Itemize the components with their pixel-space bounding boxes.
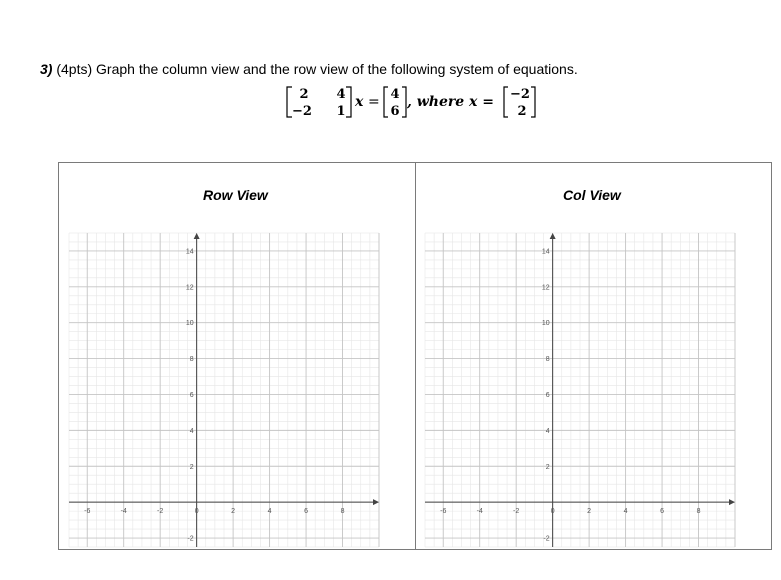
y-tick-label: 12 (185, 284, 194, 292)
xvec-x1: −2 (510, 87, 530, 102)
y-tick-label: 6 (189, 391, 194, 399)
x-tick-label: -4 (476, 508, 483, 516)
y-tick-label: -2 (187, 535, 194, 543)
tick-labels (440, 248, 700, 542)
x-tick-label: 8 (340, 508, 345, 516)
x-tick-label: 2 (587, 508, 592, 516)
y-tick-label: 6 (545, 391, 550, 399)
xvec-x2: 2 (517, 104, 527, 119)
x-tick-label: 6 (660, 508, 665, 516)
row-view-title: Row View (203, 187, 268, 203)
equals-sign: = (368, 94, 380, 110)
rhs-b2: 6 (390, 104, 400, 119)
where-text: , where x = (407, 94, 494, 110)
variable-x: x (355, 94, 364, 110)
y-tick-label: 12 (541, 284, 550, 292)
x-tick-label: -2 (157, 508, 164, 516)
tick-labels (84, 248, 344, 542)
rhs-right-bracket (402, 87, 406, 117)
col-view-title: Col View (563, 187, 621, 203)
y-tick-label: 8 (189, 356, 194, 364)
question-text: (4pts) Graph the column view and the row view of the following system of equations. (56, 61, 578, 77)
matrix-a22: 1 (336, 104, 346, 119)
y-axis-arrow-icon (550, 233, 556, 239)
y-tick-label: 4 (545, 427, 550, 435)
minor-gridlines (425, 233, 735, 547)
y-tick-label: 14 (541, 248, 550, 256)
x-tick-label: 4 (623, 508, 628, 516)
y-tick-label: 14 (185, 248, 194, 256)
x-tick-label: -2 (513, 508, 520, 516)
x-axis-arrow-icon (373, 499, 379, 505)
x-tick-label: 0 (550, 508, 555, 516)
x-tick-label: 2 (231, 508, 236, 516)
y-tick-label: 8 (545, 356, 550, 364)
xvec-left-bracket (504, 87, 508, 117)
rhs-left-bracket (384, 87, 388, 117)
x-tick-label: 0 (194, 508, 199, 516)
equation (0, 84, 781, 120)
y-tick-label: 2 (189, 463, 194, 471)
xvec-right-bracket (531, 87, 535, 117)
x-tick-label: -6 (84, 508, 91, 516)
matrix-a12: 4 (336, 87, 346, 102)
x-tick-label: -6 (440, 508, 447, 516)
minor-gridlines (69, 233, 379, 547)
x-tick-label: -4 (120, 508, 127, 516)
panel-divider (415, 163, 416, 549)
x-axis-arrow-icon (729, 499, 735, 505)
question-prompt (40, 61, 578, 77)
y-tick-label: 2 (545, 463, 550, 471)
x-tick-label: 8 (696, 508, 701, 516)
y-tick-label: 4 (189, 427, 194, 435)
y-axis-arrow-icon (194, 233, 200, 239)
matrix-a11: 2 (299, 87, 309, 102)
y-tick-label: 10 (185, 320, 194, 328)
y-tick-label: 10 (541, 320, 550, 328)
col-view-graph[interactable] (421, 223, 741, 549)
x-tick-label: 4 (267, 508, 272, 516)
rhs-b1: 4 (390, 87, 400, 102)
matrix-a21: −2 (292, 104, 312, 119)
x-tick-label: 6 (304, 508, 309, 516)
question-number: 3) (40, 61, 53, 77)
matrix-right-bracket (346, 87, 351, 117)
graph-panels (58, 162, 772, 550)
row-view-graph[interactable] (65, 223, 385, 549)
y-tick-label: -2 (543, 535, 550, 543)
